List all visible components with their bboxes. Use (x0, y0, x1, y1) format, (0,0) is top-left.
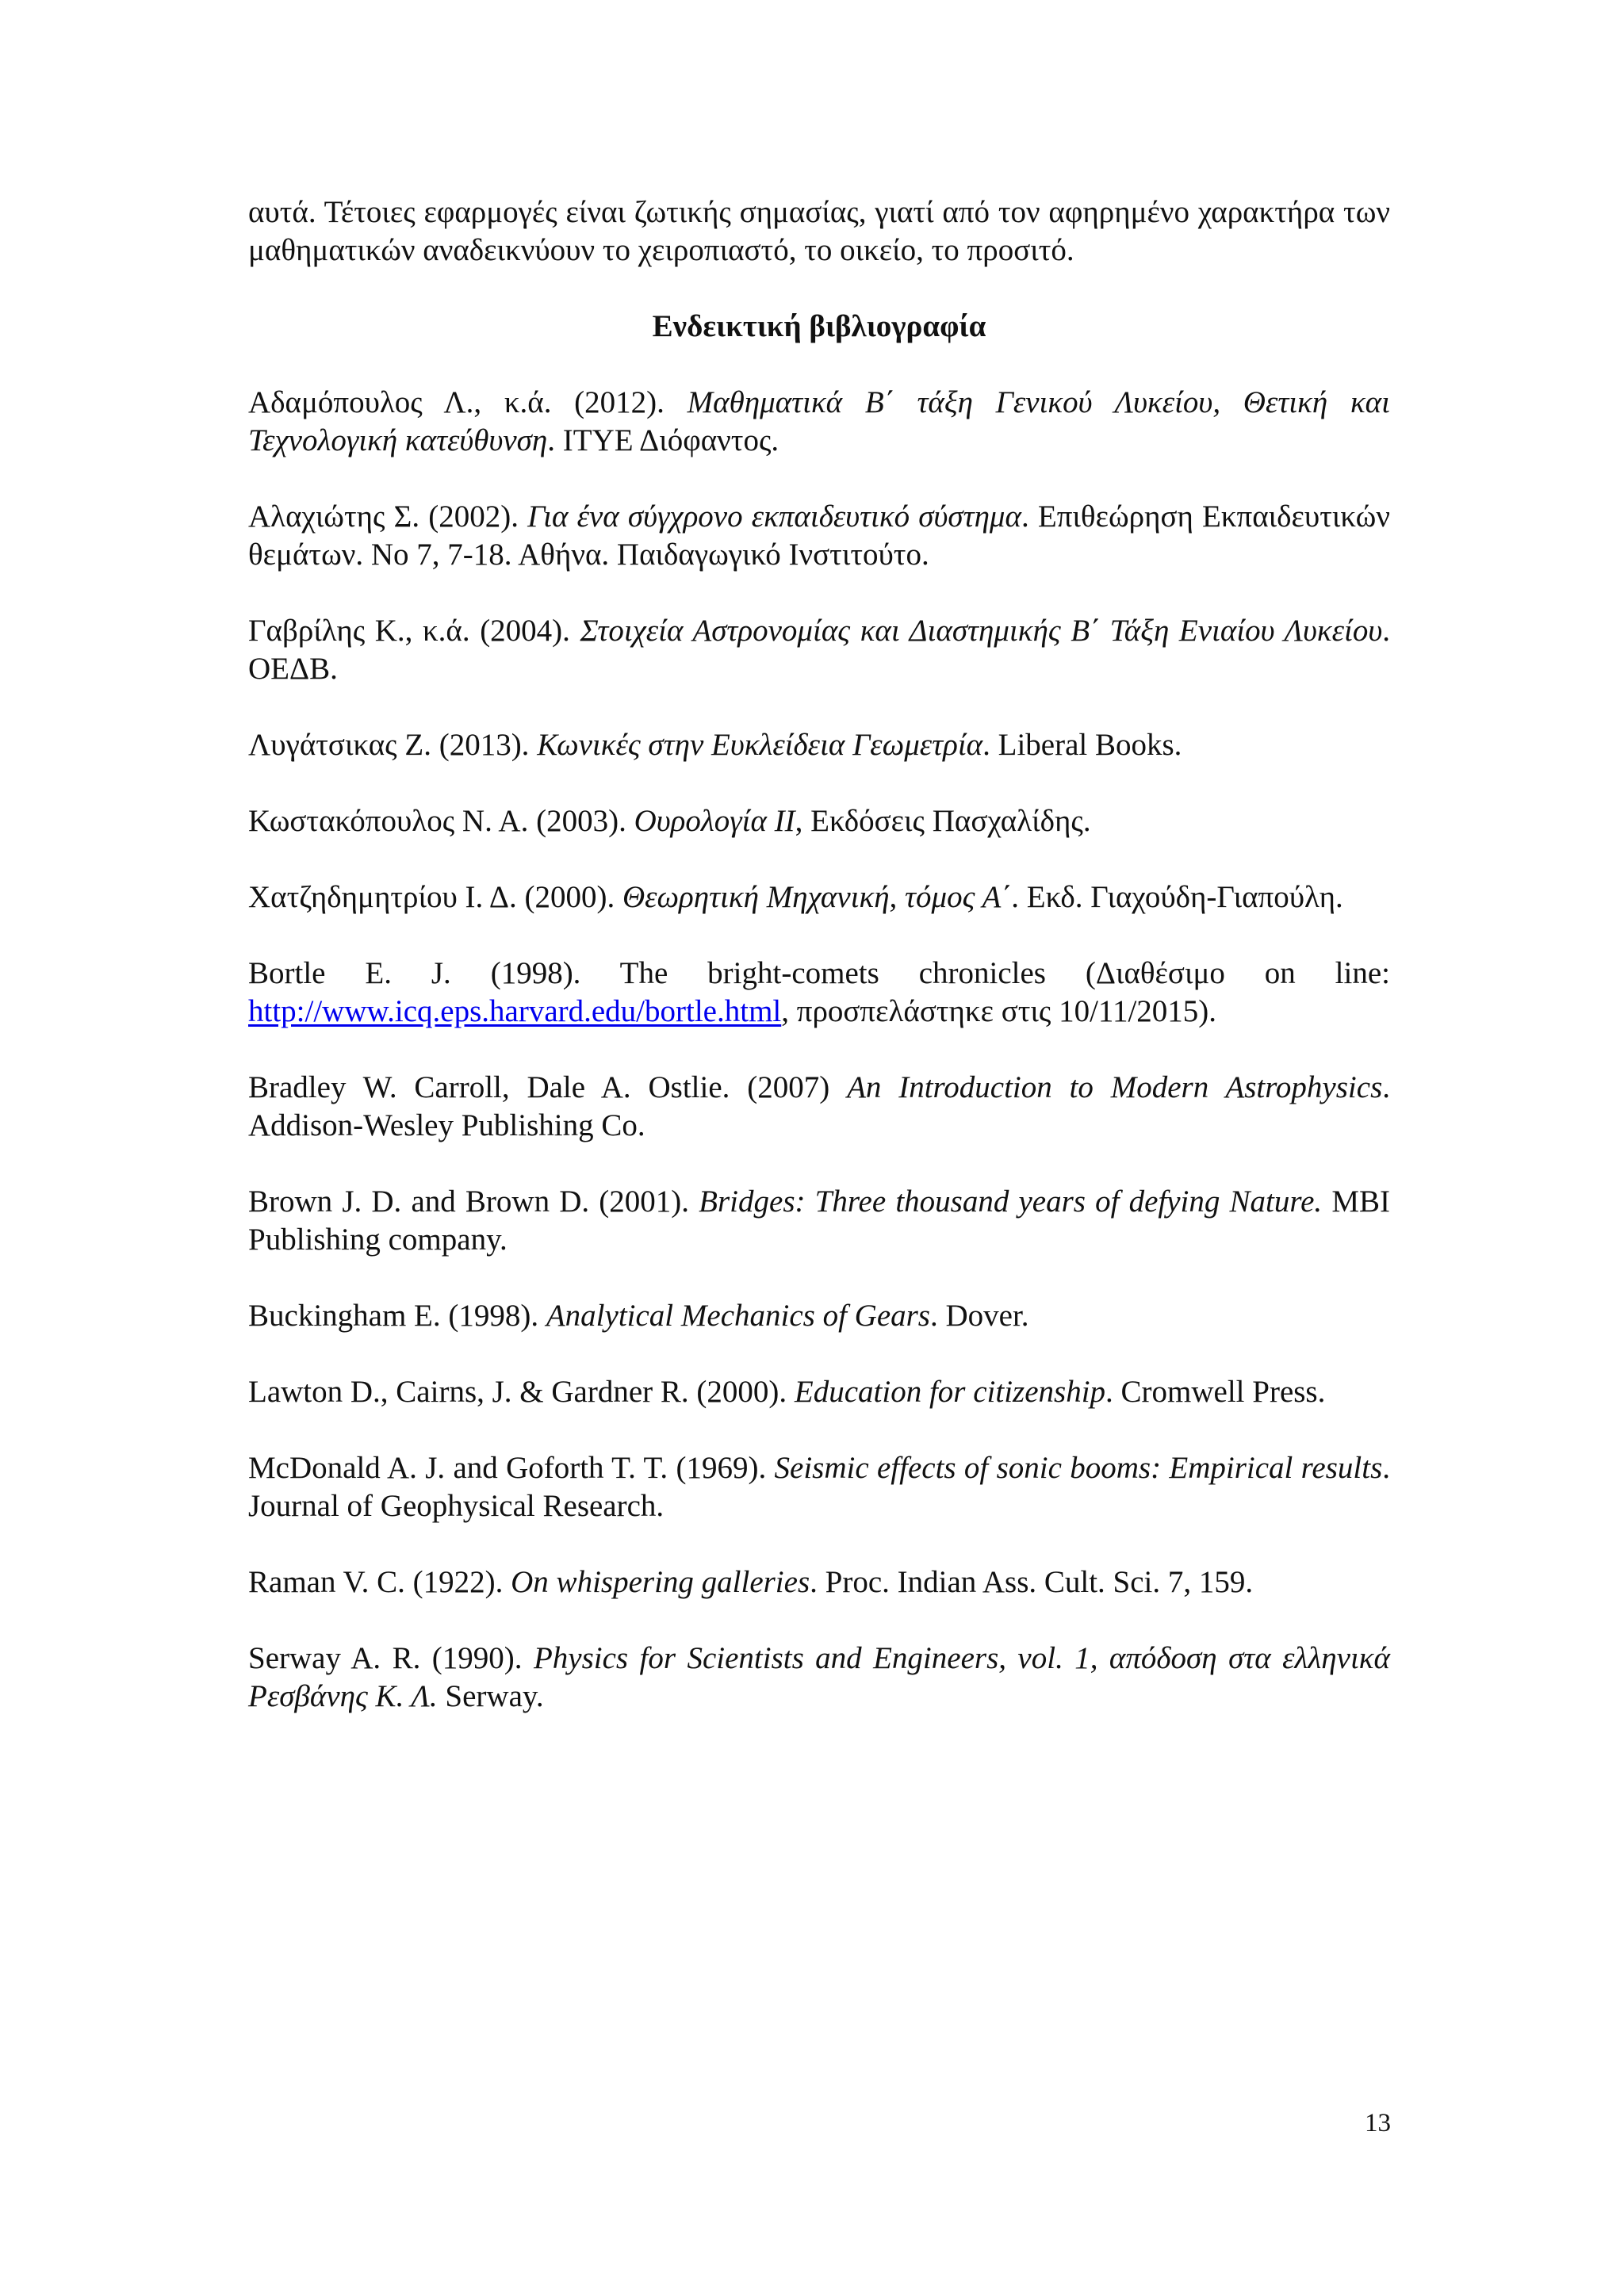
reference-title: Στοιχεία Αστρονομίας και Διαστημικής Β΄ Τάξη Ενιαίου Λυκείου (580, 614, 1383, 648)
reference-serway: Serway A. R. (1990). Physics for Scientists and Engineers, vol. 1, απόδοση στα ελληνικά Ρεσβάνης Κ. Λ. Serway. (248, 1641, 1390, 1713)
reference-carroll-ostlie: Bradley W. Carroll, Dale A. Ostlie. (2007) An Introduction to Modern Astrophysics. Addison-Wesley Publishing Co. (248, 1070, 1390, 1142)
reference-alachiotis: Αλαχιώτης Σ. (2002). Για ένα σύγχρονο εκπαιδευτικό σύστημα. Επιθεώρηση Εκπαιδευτικών θεμάτων. Νο 7, 7-18. Αθήνα. Παιδαγωγικό Ινστιτούτο. (248, 499, 1390, 572)
reference-gavrilis: Γαβρίλης Κ., κ.ά. (2004). Στοιχεία Αστρονομίας και Διαστημικής Β΄ Τάξη Ενιαίου Λυκείου. ΟΕΔΒ. (248, 614, 1390, 686)
reference-title: Θεωρητική Μηχανική, τόμος Α΄ (622, 880, 1012, 914)
reference-title: Bridges: Three thousand years of defying Nature. (699, 1184, 1323, 1219)
reference-title: Seismic effects of sonic booms: Empirical results (774, 1451, 1383, 1485)
intro-paragraph: αυτά. Τέτοιες εφαρμογές είναι ζωτικής σημασίας, γιατί από τον αφηρημένο χαρακτήρα των μαθηματικών αναδεικνύουν το χειροπιαστό, το οικείο, το προσιτό. (248, 195, 1390, 267)
reference-title: Analytical Mechanics of Gears (546, 1299, 930, 1333)
reference-lygatsikas: Λυγάτσικας Ζ. (2013). Κωνικές στην Ευκλείδεια Γεωμετρία. Liberal Books. (248, 728, 1182, 762)
reference-title: On whispering galleries (511, 1565, 810, 1599)
reference-mcdonald: McDonald A. J. and Goforth T. T. (1969). Seismic effects of sonic booms: Empirical results. Journal of Geophysical Research. (248, 1451, 1390, 1523)
reference-buckingham: Buckingham E. (1998). Analytical Mechanics of Gears. Dover. (248, 1299, 1029, 1333)
reference-adamopoulos: Αδαμόπουλος Λ., κ.ά. (2012). Μαθηματικά Β΄ τάξη Γενικού Λυκείου, Θετική και Τεχνολογική κατεύθυνση. ΙΤΥΕ Διόφαντος. (248, 385, 1390, 457)
reference-title: Ουρολογία ΙΙ (634, 804, 795, 838)
reference-list (248, 384, 1390, 1716)
reference-raman: Raman V. C. (1922). On whispering galleries. Proc. Indian Ass. Cult. Sci. 7, 159. (248, 1565, 1254, 1599)
reference-title: Education for citizenship (794, 1375, 1106, 1409)
reference-title: Μαθηματικά Β΄ τάξη Γενικού Λυκείου, Θετική και Τεχνολογική κατεύθυνση (248, 385, 1390, 457)
document-body (248, 193, 1390, 1716)
reference-lawton: Lawton D., Cairns, J. & Gardner R. (2000). Education for citizenship. Cromwell Press. (248, 1375, 1326, 1409)
page-number: 13 (1365, 2109, 1391, 2137)
bibliography-heading: Ενδεικτική βιβλιογραφία (652, 309, 986, 343)
reference-title: Για ένα σύγχρονο εκπαιδευτικό σύστημα (527, 499, 1021, 534)
reference-brown: Brown J. D. and Brown D. (2001). Bridges: Three thousand years of defying Nature. MBI Publishing company. (248, 1184, 1390, 1257)
bortle-url-link[interactable]: http://www.icq.eps.harvard.edu/bortle.html (248, 994, 782, 1028)
reference-kostakopoulos: Κωστακόπουλος Ν. Α. (2003). Ουρολογία ΙΙ, Εκδόσεις Πασχαλίδης. (248, 804, 1091, 838)
reference-bortle: Bortle E. J. (1998). The bright-comets chronicles (Διαθέσιμο on line: http://www.icq.eps.harvard.edu/bortle.html, προσπελάστηκε στις 10/11/2015). (248, 956, 1390, 1028)
reference-chatzidimitriou: Χατζηδημητρίου Ι. Δ. (2000). Θεωρητική Μηχανική, τόμος Α΄. Εκδ. Γιαχούδη-Γιαπούλη. (248, 880, 1343, 914)
reference-title: An Introduction to Modern Astrophysics (847, 1070, 1383, 1104)
reference-title: Physics for Scientists and Engineers, vol. 1, απόδοση στα ελληνικά Ρεσβάνης Κ. Λ. (248, 1641, 1390, 1713)
reference-title: Κωνικές στην Ευκλείδεια Γεωμετρία (537, 728, 983, 762)
